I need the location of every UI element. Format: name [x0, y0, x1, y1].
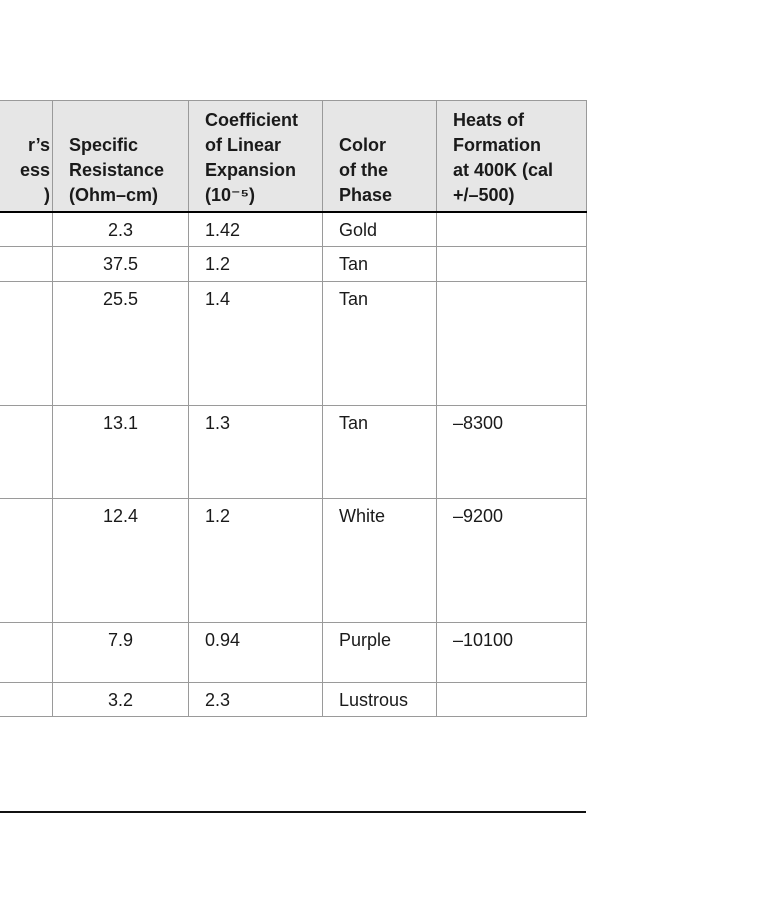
- cell-heats-of-formation: [437, 683, 587, 717]
- cell-hardness-partial: [0, 282, 53, 406]
- cell-linear-expansion: 1.42: [189, 212, 323, 247]
- cell-hardness-partial: [0, 499, 53, 623]
- bottom-rule: [0, 811, 586, 813]
- table-row: [0, 247, 587, 282]
- table-row: [0, 406, 587, 499]
- cell-phase-color: Tan: [323, 406, 437, 499]
- header-cell-heats-of-formation: Heats of Formation at 400K (cal +/–500): [437, 101, 587, 212]
- cell-hardness-partial: [0, 406, 53, 499]
- cell-hardness-partial: [0, 683, 53, 717]
- cell-phase-color: White: [323, 499, 437, 623]
- cell-linear-expansion: 1.4: [189, 282, 323, 406]
- table-body: [0, 212, 587, 717]
- cell-specific-resistance: 37.5: [53, 247, 189, 282]
- cell-hardness-partial: [0, 212, 53, 247]
- properties-table: [0, 100, 587, 717]
- cell-heats-of-formation: [437, 247, 587, 282]
- cell-specific-resistance: 2.3: [53, 212, 189, 247]
- table-row: [0, 683, 587, 717]
- cell-specific-resistance: 7.9: [53, 623, 189, 683]
- cell-phase-color: Tan: [323, 282, 437, 406]
- cell-specific-resistance: 12.4: [53, 499, 189, 623]
- header-cell-phase-color: Color of the Phase: [323, 101, 437, 212]
- cell-heats-of-formation: [437, 282, 587, 406]
- cell-heats-of-formation: –9200: [437, 499, 587, 623]
- cell-phase-color: Tan: [323, 247, 437, 282]
- table-row: [0, 499, 587, 623]
- cell-specific-resistance: 13.1: [53, 406, 189, 499]
- table-row: [0, 623, 587, 683]
- table-row: [0, 282, 587, 406]
- cell-specific-resistance: 25.5: [53, 282, 189, 406]
- cell-hardness-partial: [0, 623, 53, 683]
- cell-specific-resistance: 3.2: [53, 683, 189, 717]
- header-row: [0, 101, 587, 212]
- header-cell-hardness-partial: r’s ess ): [0, 101, 53, 212]
- cell-phase-color: Lustrous: [323, 683, 437, 717]
- header-cell-linear-expansion: Coefficient of Linear Expansion (10⁻⁵): [189, 101, 323, 212]
- header-cell-specific-resistance: Specific Resistance (Ohm–cm): [53, 101, 189, 212]
- cell-linear-expansion: 1.2: [189, 499, 323, 623]
- cell-phase-color: Gold: [323, 212, 437, 247]
- cell-hardness-partial: [0, 247, 53, 282]
- cell-heats-of-formation: [437, 212, 587, 247]
- cell-heats-of-formation: –8300: [437, 406, 587, 499]
- cell-heats-of-formation: –10100: [437, 623, 587, 683]
- cell-linear-expansion: 0.94: [189, 623, 323, 683]
- cell-linear-expansion: 1.3: [189, 406, 323, 499]
- table-row: [0, 212, 587, 247]
- cell-linear-expansion: 1.2: [189, 247, 323, 282]
- cell-phase-color: Purple: [323, 623, 437, 683]
- cell-linear-expansion: 2.3: [189, 683, 323, 717]
